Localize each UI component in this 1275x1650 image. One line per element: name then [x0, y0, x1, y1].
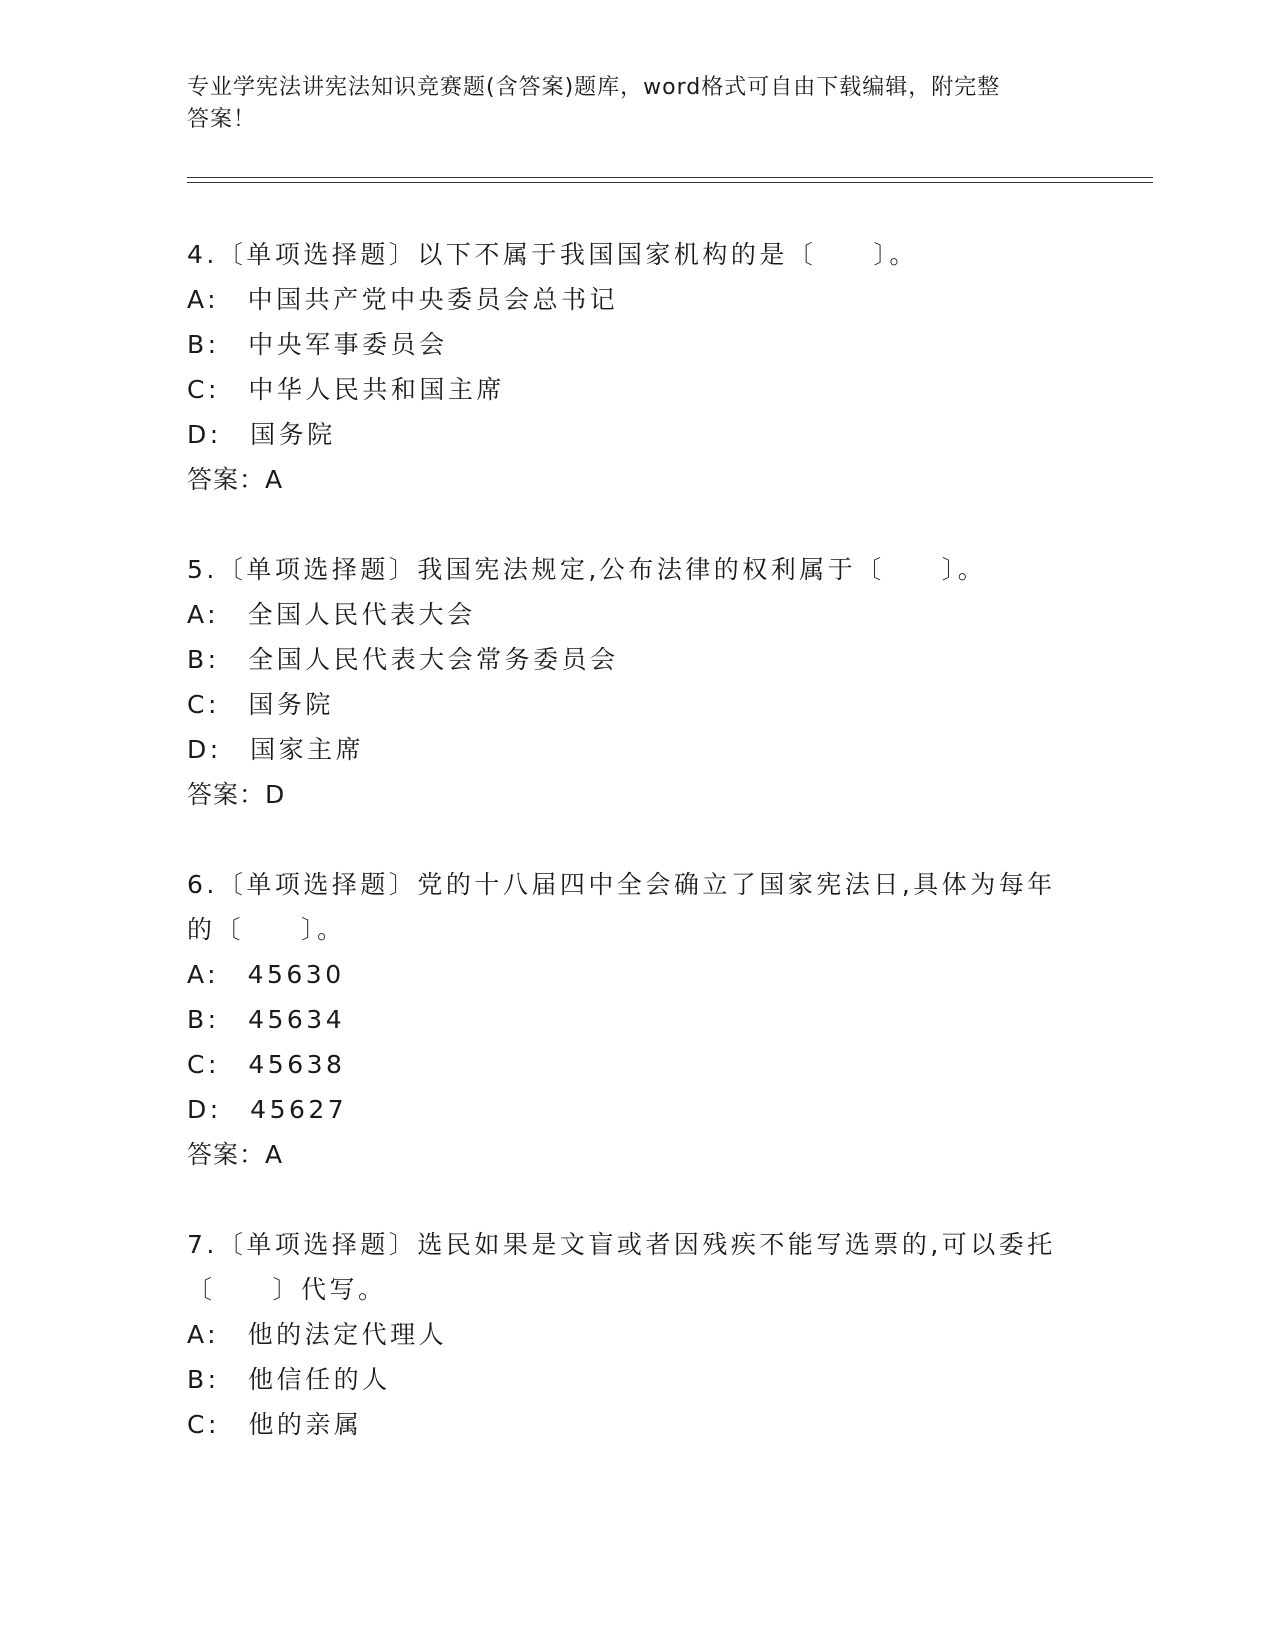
question-4-option-d: D: 国务院 — [187, 420, 336, 449]
question-4-option-c: C: 中华人民共和国主席 — [187, 375, 505, 404]
header-line-1: 专业学宪法讲宪法知识竞赛题(含答案)题库，word格式可自由下载编辑，附完整 — [187, 75, 1001, 100]
question-6-stem-line-1: 6.〔单项选择题〕党的十八届四中全会确立了国家宪法日,具体为每年 — [187, 870, 1056, 899]
document-header — [187, 72, 1067, 136]
question-5-answer: 答案：D — [187, 780, 286, 809]
question-6-option-d: D: 45627 — [187, 1095, 348, 1124]
question-5-option-d: D: 国家主席 — [187, 735, 365, 764]
question-7-option-c: C: 他的亲属 — [187, 1410, 363, 1439]
header-line-2: 答案！ — [187, 107, 257, 132]
question-4-answer: 答案：A — [187, 465, 284, 494]
header-rule-bottom — [187, 182, 1153, 183]
question-4-stem: 4.〔单项选择题〕以下不属于我国国家机构的是〔 〕。 — [187, 240, 918, 269]
question-5-stem: 5.〔单项选择题〕我国宪法规定,公布法律的权利属于〔 〕。 — [187, 555, 987, 584]
question-7-option-b: B: 他信任的人 — [187, 1365, 391, 1394]
question-5-option-b: B: 全国人民代表大会常务委员会 — [187, 645, 619, 674]
question-4-option-a: A: 中国共产党中央委员会总书记 — [187, 285, 619, 314]
question-4-option-b: B: 中央军事委员会 — [187, 330, 448, 359]
question-7-option-a: A: 他的法定代理人 — [187, 1320, 448, 1349]
question-7-stem-line-2: 〔 〕代写。 — [187, 1275, 387, 1304]
question-6-option-c: C: 45638 — [187, 1050, 346, 1079]
question-6-option-a: A: 45630 — [187, 960, 345, 989]
question-6-stem-line-2: 的〔 〕。 — [187, 915, 346, 944]
question-6-option-b: B: 45634 — [187, 1005, 346, 1034]
question-7-stem-line-1: 7.〔单项选择题〕选民如果是文盲或者因残疾不能写选票的,可以委托 — [187, 1230, 1056, 1259]
question-6-answer: 答案：A — [187, 1140, 284, 1169]
question-5-option-c: C: 国务院 — [187, 690, 334, 719]
header-rule-top — [187, 177, 1153, 178]
question-5-option-a: A: 全国人民代表大会 — [187, 600, 476, 629]
